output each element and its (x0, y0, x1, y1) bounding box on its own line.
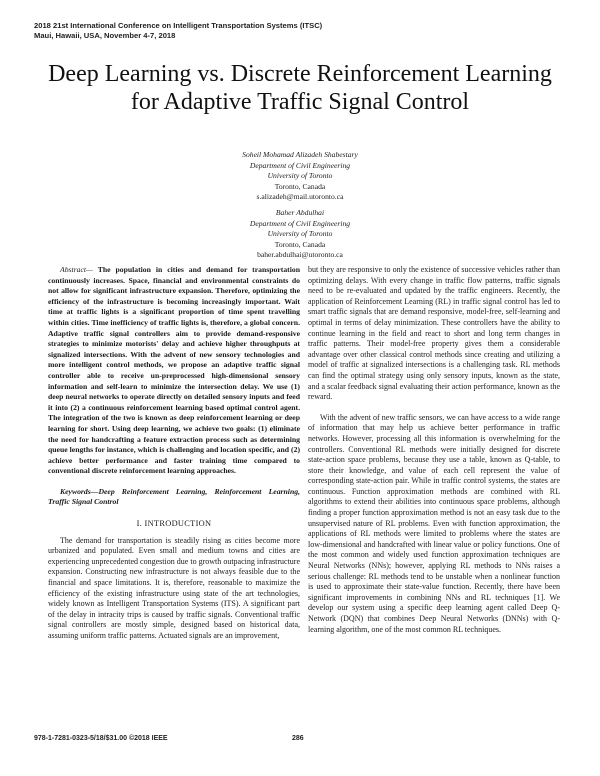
copyright-notice: 978-1-7281-0323-5/18/$31.00 ©2018 IEEE (34, 735, 168, 742)
author-location: Toronto, Canada (274, 239, 326, 249)
intro-paragraph-3: With the advent of new traffic sensors, we can have access to a wide range of information that may help us achieve better performance in traffic networks. However, processing all this information is overwhelming for the controllers. Conventional RL methods were initially designed for discrete state-action space problems, because they use a table, known as Q-table, to store their knowledge, and value of each cell represent the value of corresponding state-action pair. While in traffic control systems, the states are continuous. Function approximation methods are combined with RL algorithms to extend their abilities into continuous space problems, although finding a proper function approximation method is not an easy task due to the unsupervised nature of RL problems. Even with function approximation, the applications of RL methods were limited to problems where the states are low-dimensional and handcrafted with linear value or policy functions. One of the most common and widely used function approximation techniques are Neural Networks (NNs); however, applying RL methods to NNs raises a serious challenge: RL methods tend to be unstable when a nonlinear function is used to approximate their state-value function. Recently, there have been significant improvements in combining NNs and RL techniques [1]. We develop our system using a specific deep learning agent called Deep Q-Network (DQN) that combines Deep Neural Networks (DNNs) with Q-learning algorithm, one of the most common RL techniques. (308, 412, 560, 634)
author-university: University of Toronto (267, 229, 333, 239)
section-title: INTRODUCTION (144, 519, 212, 529)
abstract-text: The population in cities and demand for transportation continuously increases. Space, financial and environmental constraints do not allow for significant infrastructure expansion. Therefore, optimizing the efficiency of the infrastructure is becoming increasingly important. Wait time at traffic lights is a significant proportion of time spent travelling within cities. Time inefficiency of traffic lights is, therefore, a global concern. Adaptive traffic signal controllers aim to provide demand-responsive strategies to minimize motorists' delay and achieve higher throughputs at signalized intersections. With the advent of new sensory technologies and more intelligent control methods, we propose an adaptive traffic signal controller able to receive un-preprocessed high-dimensional sensory information and self-learn to minimize the intersection delay. We use (1) deep neural networks to operate directly on detailed sensory inputs and feed it into (2) a continuous reinforcement learning based optimal control agent. The integration of the two is known as deep reinforcement learning or deep learning for short. Using deep learning, we achieve two goals: (1) eliminate the need for handcrafting a feature extraction process such as determining queue lengths for instance, which is challenging and location specific, and (2) achieve better performance and faster training time compared to conventional discrete reinforcement learning approaches. (48, 265, 300, 476)
conference-location: Maui, Hawaii, USA, November 4-7, 2018 (34, 31, 176, 40)
author-block-1 (150, 150, 450, 203)
author-name: Soheil Mohamad Alizadeh Shabestary (242, 150, 358, 159)
right-column (308, 265, 560, 635)
paper-title (20, 60, 580, 116)
keywords: Keywords—Deep Reinforcement Learning, Reinforcement Learning, Traffic Signal Control (48, 486, 300, 507)
author-department: Department of Civil Engineering (249, 160, 351, 170)
title-line-1: Deep Learning vs. Discrete Reinforcement Learning (48, 61, 552, 87)
author-university: University of Toronto (267, 171, 333, 181)
author-location: Toronto, Canada (274, 181, 326, 191)
author-block-2 (150, 208, 450, 261)
intro-paragraph-2: but they are responsive to only the existence of successive vehicles rather than optimizing delays. With every change in traffic flow patterns, traffic signals need to be re-evaluated and updated by the traffic engineers. Recently, the application of Reinforcement Learning (RL) in traffic signal control has led to smart traffic signals that are demand responsive, model-free, self-learning and optimal in terms of delay minimization. These controllers have the ability to continue learning in the field and react to short and long term changes in traffic patterns. Their model-free property gives them a considerable advantage over other classical control methods since creating and utilizing a model of traffic at signalized intersections is a challenging task. RL methods can find the optimal strategy using only sensory inputs, known as the state, and a scalar feedback signal evaluating their action performance, known as the reward. (308, 265, 560, 402)
intro-paragraph-1: The demand for transportation is steadily rising as cities become more urbanized and populated. Even small and medium towns and cities are experiencing unprecedented congestion due to growth outpacing infrastructure expansion. Constructing new infrastructure is not always feasible due to the financial and space limitations. It is, therefore, reasonable to maximize the efficiency of the existing infrastructure using state of the art technologies, widely known as Intelligent Transportation Systems (ITS). A significant part of the delay in intracity trips is caused by traffic signals. Conventional traffic signal controllers are mostly simple, designed based on historical data, assuming uniform traffic patterns. Actuated signals are an improvement, (48, 535, 300, 640)
author-email: baher.abdulhai@utoronto.ca (257, 250, 343, 260)
conference-name: 2018 21st International Conference on Intelligent Transportation Systems (ITSC) (34, 21, 323, 30)
author-department: Department of Civil Engineering (249, 218, 351, 228)
author-name: Baher Abdulhai (275, 208, 325, 217)
section-heading (48, 519, 300, 530)
left-column (48, 265, 300, 642)
abstract (48, 265, 300, 477)
page-number: 286 (292, 735, 304, 742)
conference-header (34, 21, 322, 41)
title-line-2: for Adaptive Traffic Signal Control (130, 89, 470, 115)
author-email: s.alizadeh@mail.utoronto.ca (256, 192, 344, 202)
abstract-label: Abstract— (60, 265, 93, 274)
section-number: I. (136, 519, 143, 529)
